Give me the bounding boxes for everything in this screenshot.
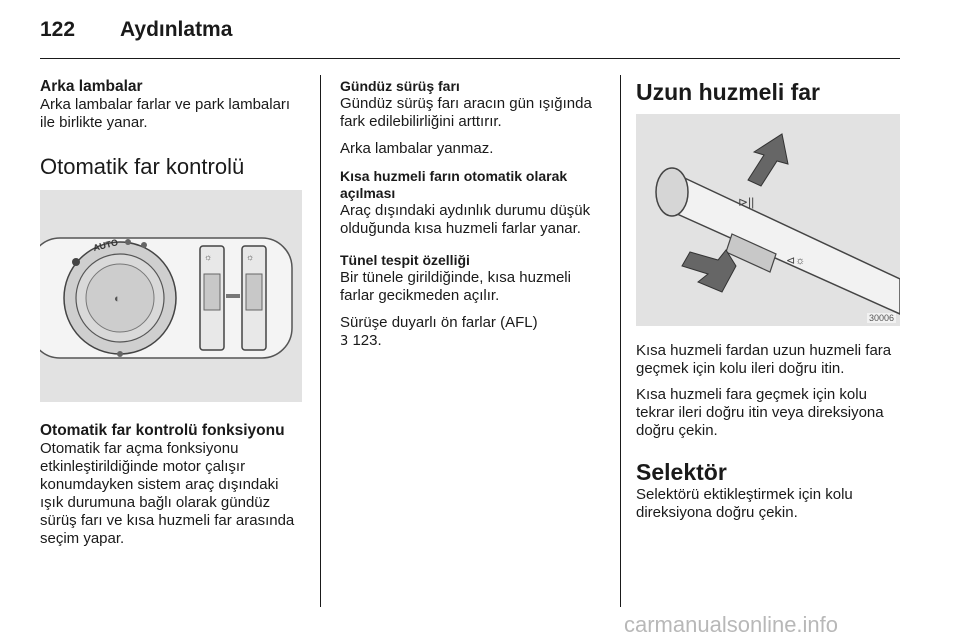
stalk-figure xyxy=(636,114,900,326)
afl-reference[interactable] xyxy=(340,332,605,351)
tunnel-text: Bir tünele girildiğinde, kısa huzmeli farlar gecikmeden açılır. xyxy=(340,269,571,304)
chapter-title: Aydınlatma xyxy=(120,18,233,41)
auto-light-heading: Otomatik far kontrolü xyxy=(40,154,245,179)
watermark: carmanualsonline.info xyxy=(624,612,839,637)
auto-function-text: Otomatik far açma fonksiyonu etkinleştirildiğinde motor çalışır konumdayken sistem araç dışındaki ışık durumuna bağlı olarak gündüz sürüş farı ve kısa huzmeli far arasında seçim yapar. xyxy=(40,440,295,547)
page-header xyxy=(40,14,920,54)
drl-heading: Gündüz sürüş farı xyxy=(340,78,460,94)
rear-lamps-text: Arka lambalar farlar ve park lambaları ile birlikte yanar. xyxy=(40,96,291,131)
column-1 xyxy=(40,78,302,548)
column-2 xyxy=(340,78,605,351)
figure-code: 30006 xyxy=(868,313,894,323)
rear-lamps-off-text: Arka lambalar yanmaz. xyxy=(340,140,494,157)
rear-lamps-heading: Arka lambalar xyxy=(40,78,143,95)
svg-text:⊳||: ⊳|| xyxy=(738,195,755,209)
lowbeam-auto-heading: Kısa huzmeli farın otomatik olarak açılması xyxy=(340,168,568,201)
tunnel-heading: Tünel tespit özelliği xyxy=(340,252,470,268)
selector-text: Selektörü ektikleştirmek için kolu direksiyona doğru çekin. xyxy=(636,486,853,521)
reference-arrow-icon: 3 xyxy=(340,334,349,349)
switch-label-auto: AUTO xyxy=(92,237,120,254)
page-number: 122 xyxy=(40,18,76,41)
light-switch-illustration xyxy=(40,190,302,402)
selector-heading: Selektör xyxy=(636,459,727,485)
afl-text: Sürüşe duyarlı ön farlar (AFL) xyxy=(340,314,538,331)
svg-text:☼: ☼ xyxy=(246,252,255,262)
afl-ref-page: 123. xyxy=(352,332,382,349)
turn-signal-stalk-illustration xyxy=(636,114,900,326)
column-divider-1 xyxy=(320,75,321,607)
header-rule xyxy=(40,58,900,59)
drl-text: Gündüz sürüş farı aracın gün ışığında fark edilebilirliğini arttırır. xyxy=(340,95,592,130)
svg-text:◐: ◐ xyxy=(114,293,121,305)
column-divider-2 xyxy=(620,75,621,607)
svg-text:⊲☼: ⊲☼ xyxy=(786,255,806,267)
auto-function-heading: Otomatik far kontrolü fonksiyonu xyxy=(40,422,285,439)
high-beam-text-2: Kısa huzmeli fara geçmek için kolu tekrar ileri doğru itin veya direksiyona doğru çekin. xyxy=(636,386,884,439)
high-beam-text-1: Kısa huzmeli fardan uzun huzmeli fara geçmek için kolu ileri doğru itin. xyxy=(636,342,892,377)
light-switch-figure xyxy=(40,190,302,402)
svg-text:☼: ☼ xyxy=(204,252,213,262)
column-3 xyxy=(636,78,904,522)
lowbeam-auto-text: Araç dışındaki aydınlık durumu düşük olduğunda kısa huzmeli farlar yanar. xyxy=(340,202,591,237)
high-beam-heading: Uzun huzmeli far xyxy=(636,79,821,105)
